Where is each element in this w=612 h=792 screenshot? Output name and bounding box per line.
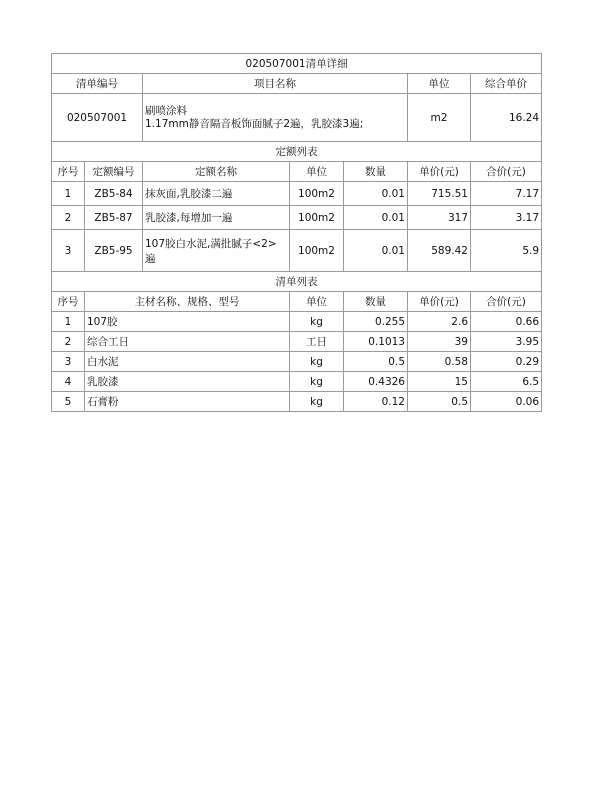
- quota-no: 1: [52, 182, 85, 206]
- quota-header-unit: 单位: [290, 162, 344, 182]
- table-row: [52, 332, 542, 352]
- list-total: 6.5: [471, 372, 542, 392]
- list-price: 0.58: [408, 352, 471, 372]
- table-title: 020507001清单详细: [52, 54, 542, 74]
- title-row: [52, 54, 542, 74]
- list-qty: 0.1013: [344, 332, 408, 352]
- table-row: [52, 392, 542, 412]
- list-unit: kg: [290, 392, 344, 412]
- summary-row: [52, 94, 542, 142]
- quota-unit: 100m2: [290, 182, 344, 206]
- quota-code: ZB5-95: [85, 230, 143, 272]
- list-section-title: 清单列表: [52, 272, 542, 292]
- quota-header-no: 序号: [52, 162, 85, 182]
- quota-no: 2: [52, 206, 85, 230]
- summary-header-row: [52, 74, 542, 94]
- header-price: 综合单价: [471, 74, 542, 94]
- list-header-price: 单价(元): [408, 292, 471, 312]
- quota-section-title: 定额列表: [52, 142, 542, 162]
- quota-qty: 0.01: [344, 230, 408, 272]
- list-qty: 0.255: [344, 312, 408, 332]
- quota-qty: 0.01: [344, 182, 408, 206]
- list-name: 石膏粉: [85, 392, 290, 412]
- table-row: [52, 352, 542, 372]
- list-no: 4: [52, 372, 85, 392]
- list-header-name: 主材名称、规格、型号: [85, 292, 290, 312]
- list-header-row: [52, 292, 542, 312]
- quota-header-code: 定额编号: [85, 162, 143, 182]
- list-unit: kg: [290, 352, 344, 372]
- list-section-row: [52, 272, 542, 292]
- quota-total: 5.9: [471, 230, 542, 272]
- quota-total: 7.17: [471, 182, 542, 206]
- quota-header-row: [52, 162, 542, 182]
- table-row: [52, 182, 542, 206]
- quota-header-total: 合价(元): [471, 162, 542, 182]
- quota-name: 107胶白水泥,满批腻子<2>遍: [143, 230, 290, 272]
- summary-name: [143, 94, 408, 142]
- quota-name: 乳胶漆,每增加一遍: [143, 206, 290, 230]
- list-total: 0.66: [471, 312, 542, 332]
- list-name: 综合工日: [85, 332, 290, 352]
- list-unit: kg: [290, 372, 344, 392]
- list-price: 39: [408, 332, 471, 352]
- list-header-no: 序号: [52, 292, 85, 312]
- quota-header-price: 单价(元): [408, 162, 471, 182]
- list-unit: 工日: [290, 332, 344, 352]
- quota-total: 3.17: [471, 206, 542, 230]
- list-no: 1: [52, 312, 85, 332]
- list-price: 0.5: [408, 392, 471, 412]
- list-header-total: 合价(元): [471, 292, 542, 312]
- list-name: 107胶: [85, 312, 290, 332]
- bill-detail-table: [51, 53, 542, 412]
- list-qty: 0.4326: [344, 372, 408, 392]
- quota-code: ZB5-84: [85, 182, 143, 206]
- quota-unit: 100m2: [290, 230, 344, 272]
- list-qty: 0.5: [344, 352, 408, 372]
- summary-code: 020507001: [52, 94, 143, 142]
- header-code: 清单编号: [52, 74, 143, 94]
- list-qty: 0.12: [344, 392, 408, 412]
- list-total: 3.95: [471, 332, 542, 352]
- list-header-qty: 数量: [344, 292, 408, 312]
- quota-name: 抹灰面,乳胶漆二遍: [143, 182, 290, 206]
- list-price: 15: [408, 372, 471, 392]
- quota-no: 3: [52, 230, 85, 272]
- quota-price: 317: [408, 206, 471, 230]
- list-no: 2: [52, 332, 85, 352]
- list-header-unit: 单位: [290, 292, 344, 312]
- quota-price: 715.51: [408, 182, 471, 206]
- quota-section-row: [52, 142, 542, 162]
- list-no: 5: [52, 392, 85, 412]
- list-no: 3: [52, 352, 85, 372]
- quota-header-qty: 数量: [344, 162, 408, 182]
- table-row: [52, 372, 542, 392]
- list-unit: kg: [290, 312, 344, 332]
- list-name: 乳胶漆: [85, 372, 290, 392]
- table-row: [52, 230, 542, 272]
- quota-header-name: 定额名称: [143, 162, 290, 182]
- table-row: [52, 206, 542, 230]
- list-total: 0.06: [471, 392, 542, 412]
- quota-unit: 100m2: [290, 206, 344, 230]
- header-unit: 单位: [408, 74, 471, 94]
- list-name: 白水泥: [85, 352, 290, 372]
- list-price: 2.6: [408, 312, 471, 332]
- quota-price: 589.42: [408, 230, 471, 272]
- summary-unit: m2: [408, 94, 471, 142]
- quota-qty: 0.01: [344, 206, 408, 230]
- header-name: 项目名称: [143, 74, 408, 94]
- table-row: [52, 312, 542, 332]
- summary-price: 16.24: [471, 94, 542, 142]
- quota-code: ZB5-87: [85, 206, 143, 230]
- list-total: 0.29: [471, 352, 542, 372]
- summary-name-line2: 1.17mm静音隔音板饰面腻子2遍，乳胶漆3遍;: [145, 117, 364, 130]
- summary-name-line1: 刷喷涂料: [145, 104, 187, 117]
